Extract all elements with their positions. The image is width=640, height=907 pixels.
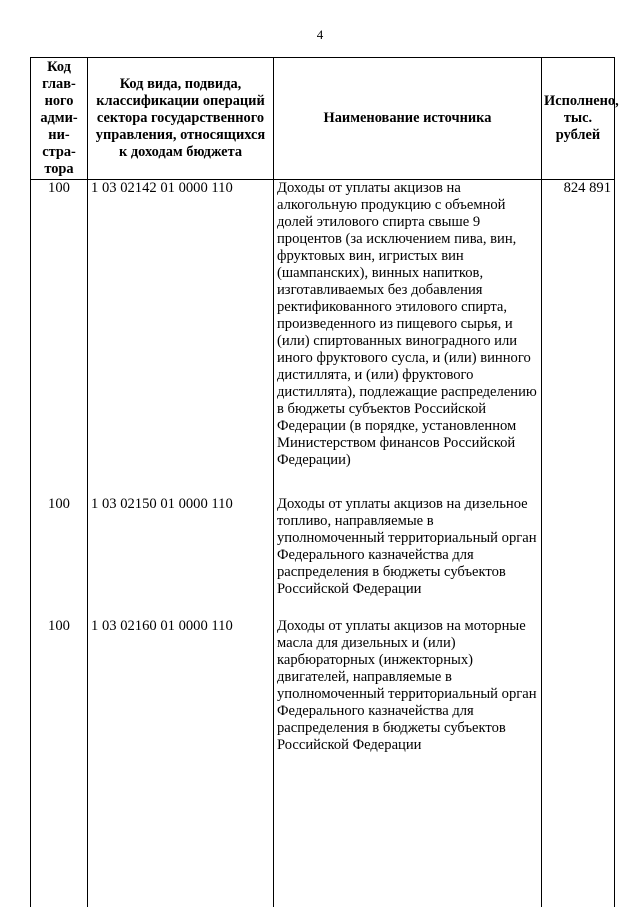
page-number: 4 — [0, 27, 640, 43]
executed-amount-cell — [542, 496, 615, 618]
header-source-name: Наименование источника — [274, 58, 542, 180]
table-header — [31, 58, 615, 180]
header-row — [31, 58, 615, 180]
classification-code-cell: 1 03 02142 01 0000 110 — [88, 180, 274, 497]
classification-code-cell: 1 03 02160 01 0000 110 — [88, 618, 274, 907]
admin-code-cell: 100 — [31, 496, 88, 618]
admin-code-cell: 100 — [31, 180, 88, 497]
header-admin-code: Код глав-ного адми-ни-стра-тора — [31, 58, 88, 180]
executed-amount-cell: 824 891 — [542, 180, 615, 497]
table-body — [31, 180, 615, 907]
revenue-table — [30, 57, 615, 907]
classification-code-cell: 1 03 02150 01 0000 110 — [88, 496, 274, 618]
table-row — [31, 496, 615, 618]
source-name-cell: Доходы от уплаты акцизов на моторные масла для дизельных и (или) карбюраторных (инжекторных) двигателей, направляемые в уполномоченный территориальный орган Федерального казначейства для распределения в бюджеты субъектов Российской Федерации — [274, 618, 542, 907]
executed-amount-cell — [542, 618, 615, 907]
admin-code-cell: 100 — [31, 618, 88, 907]
source-name-cell: Доходы от уплаты акцизов на дизельное топливо, направляемые в уполномоченный территориальный орган Федерального казначейства для распределения в бюджеты субъектов Российской Федерации — [274, 496, 542, 618]
header-classification-code: Код вида, подвида, классификации операций сектора государственного управления, относящихся к доходам бюджета — [88, 58, 274, 180]
table-row — [31, 618, 615, 907]
header-executed: Исполнено, тыс. рублей — [542, 58, 615, 180]
source-name-cell: Доходы от уплаты акцизов на алкогольную продукцию с объемной долей этилового спирта свыше 9 процентов (за исключением пива, вин, фруктовых вин, игристых вин (шампанских), винных напитков, изготавливаемых без добавления ректификованного этилового спирта, произведенного из пищевого сырья, и (или) спиртованных виноградного или иного фруктового сусла, и (или) винного дистиллята, и (или) фруктового дистиллята), подлежащие распределению в бюджеты субъектов Российской Федерации (в порядке, установленном Министерством финансов Российской Федерации) — [274, 180, 542, 497]
table-row — [31, 180, 615, 497]
